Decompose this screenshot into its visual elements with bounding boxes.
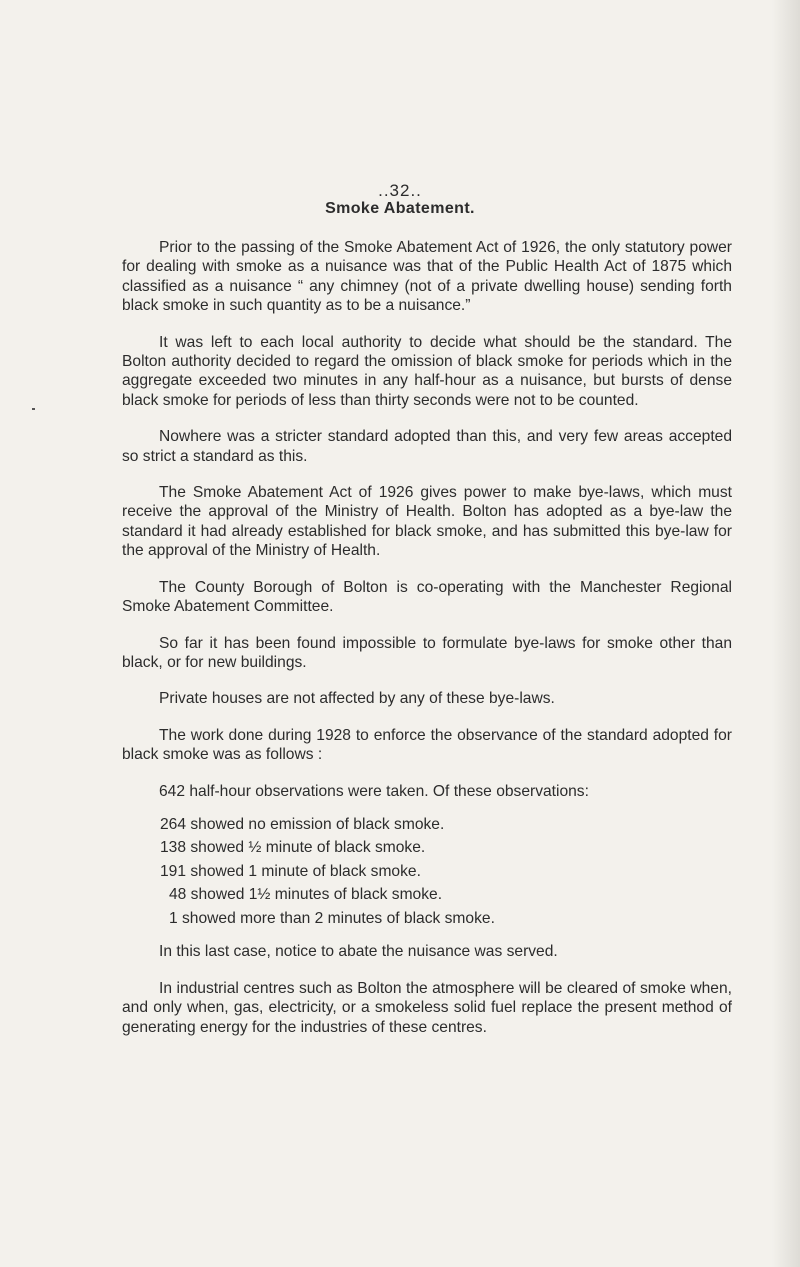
margin-mark [32, 408, 35, 410]
page-number: ..32.. [378, 181, 422, 200]
paragraph: Prior to the passing of the Smoke Abatement Act of 1926, the only statutory power for dealing with smoke as a nuisance was that of the Public Health Act of 1875 which classified as a nuisance “ any chimney (not of a private dwelling house) sending forth black smoke in such quantity as to be a nuisance.” [122, 239, 732, 315]
list-item: 264 showed no emission of black smoke. [160, 815, 445, 833]
section-heading: Smoke Abatement. [325, 200, 475, 217]
list-item: 1 showed more than 2 minutes of black smoke. [169, 909, 495, 927]
paragraph: It was left to each local authority to decide what should be the standard. The Bolton authority decided to regard the omission of black smoke for periods which in the aggregate exceeded two minutes in any half-hour as a nuisance, but bursts of dense black smoke for periods of less than thirty seconds were not to be counted. [122, 333, 732, 409]
paragraph: The work done during 1928 to enforce the observance of the standard adopted for black smoke was as follows : [122, 726, 732, 764]
list-item: 48 showed 1½ minutes of black smoke. [169, 886, 443, 904]
paragraph: In industrial centres such as Bolton the atmosphere will be cleared of smoke when, and only when, gas, electricity, or a smokeless solid fuel replace the present method of generating energy for the industries of these centres. [122, 979, 732, 1036]
list-item: 191 showed 1 minute of black smoke. [160, 862, 421, 880]
paragraph: 642 half-hour observations were taken. Of these observations: [159, 782, 589, 800]
paragraph: In this last case, notice to abate the nuisance was served. [159, 943, 558, 961]
observation-list [122, 813, 732, 931]
paragraph: So far it has been found impossible to formulate bye-laws for smoke other than black, or for new buildings. [122, 634, 732, 671]
list-item: 138 showed ½ minute of black smoke. [160, 839, 426, 857]
paragraph: The Smoke Abatement Act of 1926 gives power to make bye-laws, which must receive the approval of the Ministry of Health. Bolton has adopted as a bye-law the standard it had already established for black smoke, and has submitted this bye-law for the approval of the Ministry of Health. [122, 484, 732, 560]
page-edge-shadow [772, 0, 800, 1267]
paragraph: Nowhere was a stricter standard adopted than this, and very few areas accepted so strict a standard as this. [122, 428, 732, 465]
paragraph: The County Borough of Bolton is co-operating with the Manchester Regional Smoke Abatement Committee. [122, 578, 732, 616]
paragraph: Private houses are not affected by any of these bye-laws. [159, 690, 555, 708]
body-text [122, 238, 732, 1054]
